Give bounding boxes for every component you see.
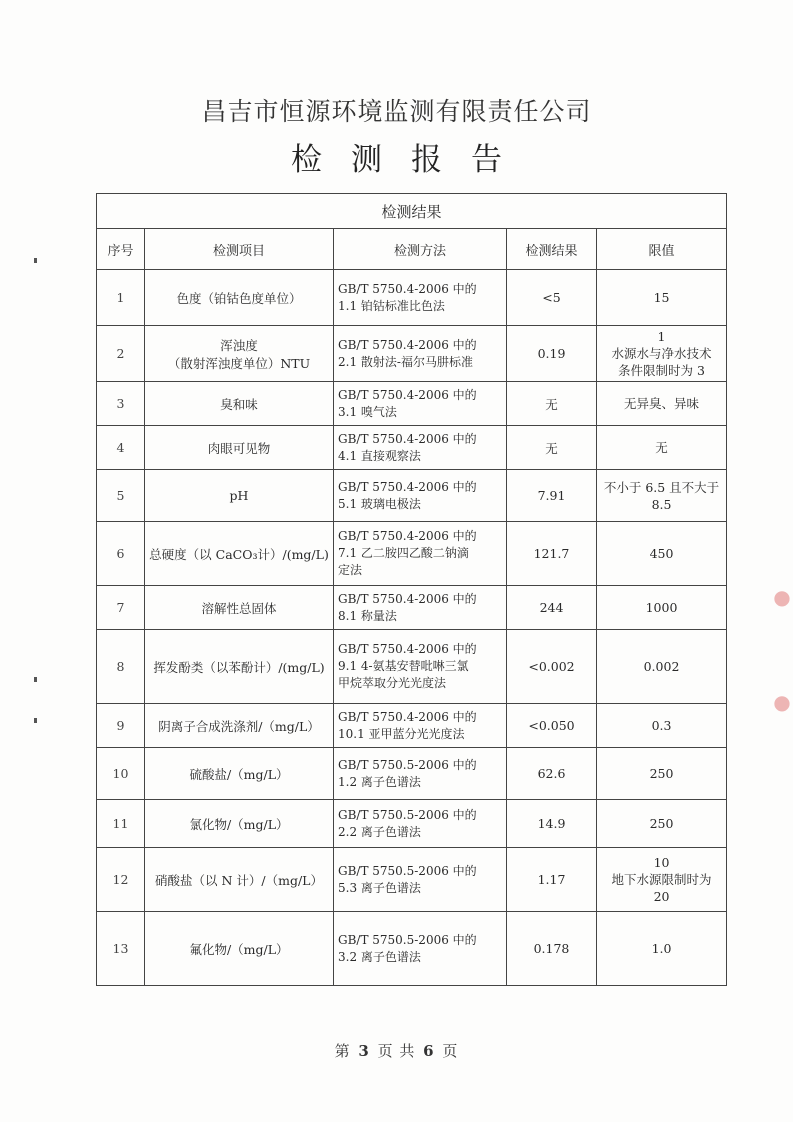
row-number: 12 <box>97 848 145 912</box>
limit-value-line: 8.5 <box>651 496 672 512</box>
test-method-line: 4.1 直接观察法 <box>338 448 421 463</box>
scan-mark <box>34 718 37 723</box>
test-item <box>145 800 334 848</box>
row-number: 7 <box>97 586 145 630</box>
page-prefix: 第 <box>334 1042 351 1060</box>
test-method <box>334 270 507 326</box>
test-method-line: GB/T 5750.4-2006 中的 <box>338 337 477 352</box>
limit-value-line: 地下水源限制时为 <box>611 872 712 887</box>
test-item <box>145 848 334 912</box>
current-page: 3 <box>358 1042 370 1060</box>
test-method <box>334 848 507 912</box>
test-method <box>334 630 507 704</box>
test-method <box>334 704 507 748</box>
limit-value <box>597 426 727 470</box>
report-title: 检测报告 <box>291 142 531 178</box>
column-header: 检测结果 <box>507 229 597 270</box>
test-item <box>145 912 334 986</box>
test-result: 244 <box>507 586 597 630</box>
test-result: 0.19 <box>507 326 597 382</box>
limit-value-line: 1.0 <box>651 941 672 956</box>
test-method-line: GB/T 5750.4-2006 中的 <box>338 387 477 402</box>
row-number: 10 <box>97 748 145 800</box>
limit-value-line: 20 <box>653 889 670 904</box>
table-row <box>97 382 727 426</box>
column-header: 序号 <box>97 229 145 270</box>
test-method-line: GB/T 5750.4-2006 中的 <box>338 591 477 606</box>
test-result: 121.7 <box>507 522 597 586</box>
test-item-line: 氟化物/（mg/L） <box>189 941 289 957</box>
test-result: 14.9 <box>507 800 597 848</box>
test-method-line: 5.1 玻璃电极法 <box>338 496 421 511</box>
test-result: <0.002 <box>507 630 597 704</box>
column-header: 检测项目 <box>145 229 334 270</box>
row-number: 4 <box>97 426 145 470</box>
test-result: 无 <box>507 426 597 470</box>
test-item-line: 阴离子合成洗涤剂/（mg/L） <box>158 718 320 734</box>
limit-value <box>597 326 727 382</box>
test-method-line: 5.3 离子色谱法 <box>338 880 421 895</box>
seal-stamp-fragment: ● <box>773 585 791 609</box>
test-method-line: GB/T 5750.4-2006 中的 <box>338 281 477 296</box>
scan-mark <box>34 258 37 263</box>
row-number: 2 <box>97 326 145 382</box>
table-body <box>97 270 727 986</box>
test-method-line: 2.1 散射法-福尔马肼标准 <box>338 354 473 369</box>
limit-value <box>597 704 727 748</box>
limit-value-line: 15 <box>653 290 670 305</box>
test-method <box>334 470 507 522</box>
table-caption: 检测结果 <box>97 194 727 229</box>
limit-value <box>597 912 727 986</box>
table-row <box>97 326 727 382</box>
company-name: 昌吉市恒源环境监测有限责任公司 <box>201 97 592 126</box>
test-item-line: 臭和味 <box>220 396 258 412</box>
test-item <box>145 382 334 426</box>
limit-value-line: 0.002 <box>643 659 680 674</box>
limit-value-line: 1000 <box>645 600 678 615</box>
limit-value-line: 0.3 <box>651 718 672 733</box>
test-item-line: 色度（铂钴色度单位） <box>176 290 302 306</box>
test-method-line: 10.1 亚甲蓝分光光度法 <box>338 726 465 741</box>
column-header: 限值 <box>597 229 727 270</box>
test-item <box>145 704 334 748</box>
limit-value <box>597 630 727 704</box>
test-method-line: 3.1 嗅气法 <box>338 404 397 419</box>
limit-value <box>597 382 727 426</box>
test-item-line: 浑浊度 <box>220 337 258 353</box>
test-item-line: 总硬度（以 CaCO₃计）/(mg/L) <box>149 546 329 562</box>
test-method <box>334 326 507 382</box>
table-row <box>97 270 727 326</box>
page-suffix: 页 <box>442 1042 459 1060</box>
limit-value-line: 250 <box>649 816 674 831</box>
test-item-line: 肉眼可见物 <box>207 440 271 456</box>
row-number: 1 <box>97 270 145 326</box>
row-number: 3 <box>97 382 145 426</box>
test-method-line: 3.2 离子色谱法 <box>338 949 421 964</box>
scan-mark <box>34 677 37 682</box>
test-method-line: 定法 <box>338 563 363 577</box>
limit-value-line: 水源水与净水技术 <box>611 346 712 361</box>
test-method <box>334 800 507 848</box>
test-method <box>334 748 507 800</box>
test-method <box>334 382 507 426</box>
limit-value <box>597 270 727 326</box>
limit-value <box>597 470 727 522</box>
table-row <box>97 800 727 848</box>
test-result: 7.91 <box>507 470 597 522</box>
test-method <box>334 522 507 586</box>
total-pages: 6 <box>423 1042 435 1060</box>
table-row <box>97 522 727 586</box>
test-result: 1.17 <box>507 848 597 912</box>
test-item <box>145 326 334 382</box>
test-method-line: 2.2 离子色谱法 <box>338 824 421 839</box>
test-method-line: GB/T 5750.4-2006 中的 <box>338 529 477 543</box>
row-number: 9 <box>97 704 145 748</box>
test-item <box>145 426 334 470</box>
test-method-line: 1.2 离子色谱法 <box>338 774 421 789</box>
test-method-line: 甲烷萃取分光光度法 <box>338 676 447 690</box>
row-number: 11 <box>97 800 145 848</box>
test-method <box>334 912 507 986</box>
results-table <box>96 193 727 986</box>
page-middle: 页 共 <box>377 1042 416 1060</box>
row-number: 13 <box>97 912 145 986</box>
test-method-line: 7.1 乙二胺四乙酸二钠滴 <box>338 546 469 560</box>
test-method-line: GB/T 5750.4-2006 中的 <box>338 709 477 724</box>
table-row <box>97 912 727 986</box>
test-method-line: 1.1 铂钴标准比色法 <box>338 298 445 313</box>
test-item-line: 氯化物/（mg/L） <box>189 816 289 832</box>
test-result: 62.6 <box>507 748 597 800</box>
test-result: <0.050 <box>507 704 597 748</box>
limit-value-line: 1 <box>657 329 666 344</box>
test-method-line: GB/T 5750.5-2006 中的 <box>338 932 477 947</box>
row-number: 8 <box>97 630 145 704</box>
test-item-line: 挥发酚类（以苯酚计）/(mg/L) <box>153 659 325 675</box>
test-method-line: GB/T 5750.5-2006 中的 <box>338 863 477 878</box>
test-result: 无 <box>507 382 597 426</box>
limit-value-line: 不小于 6.5 且不大于 <box>603 479 720 495</box>
test-item <box>145 630 334 704</box>
table-header-row <box>97 229 727 270</box>
table-row <box>97 630 727 704</box>
test-result: 0.178 <box>507 912 597 986</box>
test-method <box>334 586 507 630</box>
table-row <box>97 470 727 522</box>
page-number <box>0 1040 793 1061</box>
test-item-line: 硫酸盐/（mg/L） <box>189 766 289 782</box>
test-item-line: 溶解性总固体 <box>201 600 277 616</box>
table-row <box>97 426 727 470</box>
test-item <box>145 586 334 630</box>
test-method-line: GB/T 5750.4-2006 中的 <box>338 642 477 656</box>
test-method-line: GB/T 5750.4-2006 中的 <box>338 431 477 446</box>
test-method-line: 9.1 4-氨基安替吡啉三氯 <box>338 659 469 673</box>
test-item <box>145 522 334 586</box>
test-result: <5 <box>507 270 597 326</box>
test-method-line: GB/T 5750.5-2006 中的 <box>338 757 477 772</box>
limit-value-line: 无异臭、异味 <box>624 396 700 411</box>
test-item-line: 硝酸盐（以 N 计）/（mg/L） <box>155 872 323 888</box>
test-method-line: GB/T 5750.4-2006 中的 <box>338 479 477 494</box>
test-method-line: 8.1 称量法 <box>338 608 397 623</box>
limit-value <box>597 748 727 800</box>
table-row <box>97 748 727 800</box>
limit-value-line: 10 <box>653 855 670 870</box>
table-row <box>97 848 727 912</box>
limit-value <box>597 586 727 630</box>
test-item-line: （散射浑浊度单位）NTU <box>167 355 311 371</box>
test-method <box>334 426 507 470</box>
limit-value-line: 250 <box>649 766 674 781</box>
test-method-line: GB/T 5750.5-2006 中的 <box>338 807 477 822</box>
limit-value <box>597 800 727 848</box>
limit-value-line: 条件限制时为 3 <box>618 363 705 378</box>
limit-value <box>597 522 727 586</box>
limit-value-line: 450 <box>649 546 674 561</box>
test-item <box>145 748 334 800</box>
limit-value <box>597 848 727 912</box>
row-number: 6 <box>97 522 145 586</box>
seal-stamp-fragment: ● <box>773 690 791 714</box>
table-row <box>97 586 727 630</box>
test-item <box>145 470 334 522</box>
test-item <box>145 270 334 326</box>
row-number: 5 <box>97 470 145 522</box>
test-item-line: pH <box>229 488 249 503</box>
table-row <box>97 704 727 748</box>
column-header: 检测方法 <box>334 229 507 270</box>
limit-value-line: 无 <box>655 440 668 455</box>
